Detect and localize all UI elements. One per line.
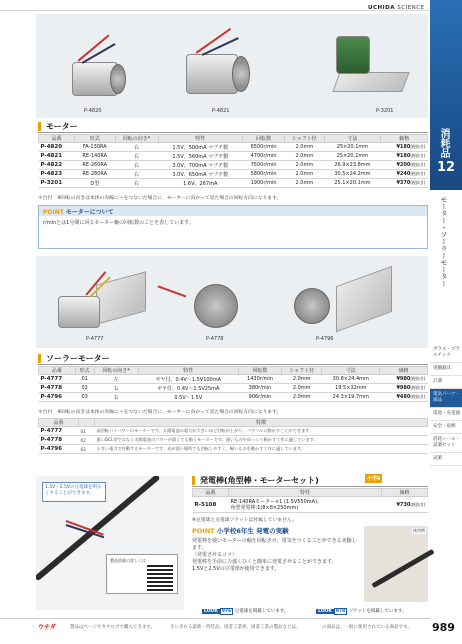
footer-rule [0, 618, 430, 619]
photo-label: P-4778 [206, 336, 224, 342]
direction: 右 [94, 393, 138, 402]
product-code: P-4796 [39, 445, 79, 454]
motor-image-cap [232, 56, 250, 92]
side-tab-header [430, 0, 462, 190]
product-code: P-4821 [39, 152, 75, 161]
price: ¥980(税抜き) [380, 375, 428, 384]
side-nav-item[interactable]: 実験器具 [430, 363, 462, 376]
photo-label: P-4796 [316, 336, 334, 342]
spec: 1.5V、560mA マブチ製 [158, 152, 242, 161]
col-header: 回転の向き* [115, 135, 158, 143]
solar-desc-table [38, 418, 428, 454]
bracket-image [332, 72, 409, 92]
col-header: 形式 [75, 135, 115, 143]
table-header-row [39, 135, 428, 143]
col-header: 特性 [158, 135, 242, 143]
usage-photo [364, 526, 428, 602]
shaft: 2.0mm [285, 161, 324, 170]
motor-image [194, 284, 238, 328]
spec: RE-140RAモーター×1 (1.5V550mA)、 角型発電棒:1(8×8×250mm) [229, 497, 382, 513]
photo-label: P-4821 [212, 108, 230, 114]
dynamo-rod-image [371, 549, 434, 588]
motor-image [336, 36, 370, 74]
section-rule [192, 486, 428, 487]
direction: 右 [115, 143, 158, 152]
size: 25×20.1mm [324, 152, 381, 161]
direction: 左 [94, 375, 138, 384]
price: ¥480(税抜き) [380, 393, 428, 402]
side-nav-item[interactable]: 安全・収納 [430, 421, 462, 434]
side-nav-item[interactable]: 試薬 [430, 453, 462, 466]
section-title-motor: モーター [38, 122, 78, 131]
motor-image [186, 54, 238, 94]
photo-label: P-3201 [376, 108, 394, 114]
product-code: P-4777 [39, 427, 79, 436]
col-header [79, 419, 95, 427]
table-header-row [39, 419, 428, 427]
wire-black [202, 37, 239, 55]
shaft: 2.0mm [285, 143, 324, 152]
rpm: 1430r/min [238, 375, 281, 384]
product-code: P-4823 [39, 170, 75, 179]
table-header-row [193, 489, 428, 497]
solar-note: ＊台付 ※回転の向きは本体の赤線に＋をつないだ場合に、モーターに向かって見た場合の回転方向になります。 [38, 410, 282, 415]
side-tab [430, 0, 462, 644]
section-rule [38, 132, 428, 133]
price: ¥200(税抜き) [381, 161, 428, 170]
side-nav-item[interactable]: ガラス・プラスチック [430, 344, 462, 363]
col-header: 品番 [193, 489, 229, 497]
point-header: POINT モーターについて [39, 206, 427, 216]
side-nav-item[interactable]: 消耗シール・試薬セット [430, 434, 462, 453]
rpm: 7500r/min [242, 161, 284, 170]
direction: 右 [115, 161, 158, 170]
col-header: 価格 [380, 367, 428, 375]
spec: ギヤ付、0.4V〜1.5V25mA [138, 384, 238, 393]
section-rule [38, 364, 428, 365]
col-header: 品番 [39, 419, 79, 427]
table-row [39, 427, 428, 436]
col-header: 品番 [39, 135, 75, 143]
col-header: 品番 [39, 367, 76, 375]
model: 01 [75, 375, 94, 384]
table-row [39, 170, 428, 179]
spec: 3.0V、650mA マブチ製 [158, 170, 242, 179]
price: ¥980(税抜き) [380, 384, 428, 393]
direction: 右 [94, 384, 138, 393]
product-code: P-4778 [39, 436, 79, 445]
side-tab-number: 12 [436, 160, 456, 175]
size: 25.1×20.1mm [324, 179, 381, 188]
brand-logo: UCHIDA SCIENCE [368, 5, 425, 11]
feature-text: 高回転ハイパワーのモーターです。太陽電池の電力が大きいほど回転が上がり、パワフルに動かすことができます。 [95, 427, 428, 436]
table-row [39, 393, 428, 402]
model: D型 [75, 179, 115, 188]
solar-photo-panel [36, 256, 428, 348]
table-row [39, 384, 428, 393]
motor-image [58, 296, 100, 328]
size: 24.3×19.7mm [322, 393, 380, 402]
table-header-row [39, 367, 428, 375]
spec: 3.0V、700mA マブチ製 [158, 161, 242, 170]
spec: 0.5V〜1.5V [138, 393, 238, 402]
spec: 1.5V、500mA マブチ製 [158, 143, 242, 152]
table-row [39, 161, 428, 170]
product-code: R-5108 [193, 497, 229, 513]
shaft: 2.0mm [282, 375, 322, 384]
model: RE-260RA [75, 161, 115, 170]
col-header: 回転の向き* [94, 367, 138, 375]
size: 30.5×24.2mm [324, 170, 381, 179]
point-body: 発電棒を使いモーターの軸を回転させ、電気をつくることができる実験します。 〈発電させるコツ〉 発電棒を手前に力強くひくと簡単に発電させることができます。 1.5Vと2.5Vの豆電球が使用できます。 [192, 538, 357, 572]
size: 30.8×24.4mm [322, 375, 380, 384]
rpm: 906r/min [238, 393, 281, 402]
motor-note: ＊台付 ※回転の向きは本体の赤線に＋をつないだ場合に、モーターに向かって見た場合の回転方向になります。 [38, 196, 282, 201]
price: ¥180(税抜き) [381, 143, 428, 152]
side-tab-title: 消耗品 [438, 128, 449, 158]
shaft: 2.0mm [285, 170, 324, 179]
page-number: 989 [432, 621, 455, 634]
col-header: 特性 [229, 489, 382, 497]
rpm: 4700r/min [242, 152, 284, 161]
section-title-solar: ソーラーモーター [38, 354, 110, 363]
direction: 右 [115, 152, 158, 161]
col-header: 寸法 [324, 135, 381, 143]
shaft: 2.0mm [285, 152, 324, 161]
motor-image-cap [110, 64, 126, 94]
col-header: 特性 [138, 367, 238, 375]
motor-table [38, 134, 428, 188]
point-body: r/minとは1分間に回るモーター軸の回転数のことを表しています。 [43, 220, 194, 226]
price: ¥730(税抜き) [382, 497, 428, 513]
qr-box-text: 製品情報の詳しくは [110, 558, 146, 563]
table-row [39, 179, 428, 188]
footer-text-left: 製品はページやカタログで購入できます。 [70, 625, 156, 630]
product-code: P-4822 [39, 161, 75, 170]
col-header: シャフト径 [282, 367, 322, 375]
direction: 右 [115, 170, 158, 179]
motor-photo-panel [36, 14, 428, 118]
rpm: 6500r/min [242, 143, 284, 152]
point-box-motor [38, 205, 428, 249]
dynamo-table [192, 488, 428, 513]
col-header: 特徴 [95, 419, 428, 427]
price: ¥370(税抜き) [381, 179, 428, 188]
size: 25×20.1mm [324, 143, 381, 152]
photo-label: P-4777 [86, 336, 104, 342]
table-row [193, 497, 428, 513]
rpm: 5800r/min [242, 170, 284, 179]
model: RE-280RA [75, 170, 115, 179]
product-code: P-4777 [39, 375, 76, 384]
product-code: P-4796 [39, 393, 76, 402]
bracket-image [336, 266, 392, 332]
table-row [39, 375, 428, 384]
qr-box [106, 554, 178, 594]
size: 26.9×23.8mm [324, 161, 381, 170]
price: ¥240(税抜き) [381, 170, 428, 179]
spec: ギヤ付、0.4V〜1.5V100mA [138, 375, 238, 384]
solar-table [38, 366, 428, 402]
rpm: 1900r/min [242, 179, 284, 188]
col-header: 価格 [382, 489, 428, 497]
col-header: 回転数 [238, 367, 281, 375]
dynamo-photo-panel [36, 476, 184, 610]
footer-text-right: の商品は、一般に使用されている商品です。 [322, 625, 412, 630]
wire-red [158, 286, 187, 298]
feature-text: 小さい電力で作動するモーターです。光が弱い場所でも回転しやすく、軽いものを動かす工作に適しています。 [95, 445, 428, 454]
table-row [39, 436, 428, 445]
shaft: 2.0mm [282, 384, 322, 393]
side-nav-item[interactable]: 電気パーツ・部品 [430, 389, 462, 408]
photo-label: P-4820 [84, 108, 102, 114]
header-rule [0, 10, 430, 11]
footer-text-mid: きいきれる最新・特装品、図書工業界、図書工業の製品などは、 [170, 625, 301, 630]
product-code: P-4778 [39, 384, 76, 393]
model: 02 [79, 436, 95, 445]
footer-brand-logo: ウチダ [38, 624, 56, 631]
table-row [39, 445, 428, 454]
col-header: 回転数 [242, 135, 284, 143]
model: 03 [79, 445, 95, 454]
usage-tag: 使用例 [413, 528, 425, 533]
size: 19.5×32mm [322, 384, 380, 393]
side-nav-item[interactable]: 電池・充電器 [430, 408, 462, 421]
motor-image [294, 288, 330, 324]
direction: 右 [115, 179, 158, 188]
point-box-dynamo [192, 526, 428, 606]
feature-text: 重いDCL型ではなく太陽電池のパワーが弱くても動くモーターです。遅いものやゆっくり動かす工作に適しています。 [95, 436, 428, 445]
qr-code-icon [147, 565, 173, 591]
model: 01 [79, 427, 95, 436]
model: 03 [75, 393, 94, 402]
grade-badge: 小学6 [367, 476, 381, 482]
look-ref-1[interactable]: LOOK 976 豆電球を掲載しています。 [204, 609, 289, 614]
bracket-image [96, 271, 146, 324]
product-code: P-4820 [39, 143, 75, 152]
callout-bubble: 1.5V・2.5Vの豆電球を明るくすることができます。 [42, 482, 106, 502]
look-ref-2[interactable]: LOOK 978 ソケットを掲載しています。 [318, 609, 407, 614]
rpm: 380r/min [238, 384, 281, 393]
col-header: 価格 [381, 135, 428, 143]
point-header: POINT 小学校6年生 発電の実験 [192, 527, 289, 535]
price: ¥180(税抜き) [381, 152, 428, 161]
model: 02 [75, 384, 94, 393]
side-nav-item[interactable]: 計測 [430, 376, 462, 389]
spec: 1.6V、267mA [158, 179, 242, 188]
col-header: 寸法 [322, 367, 380, 375]
shaft: 2.0mm [282, 393, 322, 402]
col-header: シャフト径 [285, 135, 324, 143]
table-row [39, 152, 428, 161]
side-tab-subtitle: モーター・ソーラーモーター [440, 196, 448, 287]
product-code: P-3201 [39, 179, 75, 188]
side-nav [430, 344, 462, 466]
section-title-dynamo: 発電棒(角型棒・モーターセット) [192, 476, 319, 485]
model: FA-130RA [75, 143, 115, 152]
shaft: 2.0mm [285, 179, 324, 188]
model: RE-140RA [75, 152, 115, 161]
col-header: 形式 [75, 367, 94, 375]
dynamo-note: ※豆電球と豆電球ソケットは付属していません。 [192, 518, 297, 523]
table-row [39, 143, 428, 152]
